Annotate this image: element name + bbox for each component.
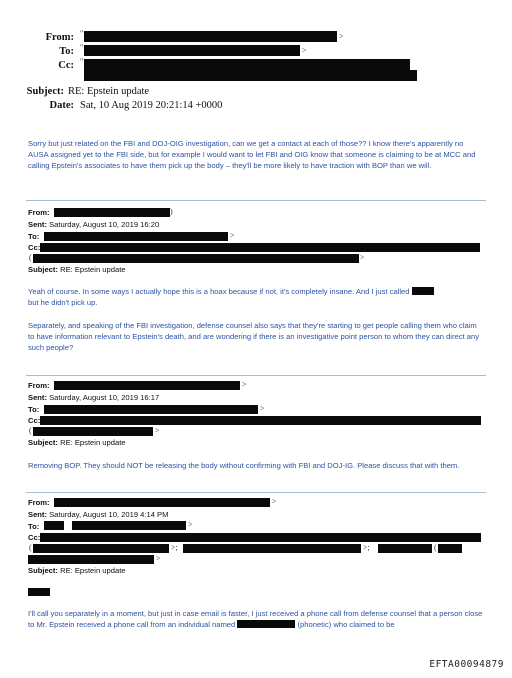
from-label: From: <box>28 208 50 217</box>
redacted-cc-line-2 <box>84 70 417 81</box>
from-label: From: <box>28 381 50 390</box>
to-label: To: <box>28 232 40 241</box>
paren-mark: ( <box>29 426 32 435</box>
to-label: To: <box>59 46 74 57</box>
subject-label: Subject: <box>26 86 64 97</box>
paragraph-text: Yeah of course. In some ways I actually hope this is a hoax because if not, it's completely insane. And I just called <box>28 287 410 296</box>
sent-label: Sent: <box>28 220 47 229</box>
paren-mark: ) <box>170 207 173 216</box>
angle-mark: > <box>230 231 235 240</box>
paragraph-text: (phonetic) who claimed to be <box>297 620 395 630</box>
redacted-to-address <box>72 521 186 530</box>
angle-mark: > <box>156 554 161 563</box>
redacted-to-name <box>44 521 64 530</box>
redacted-from <box>54 208 170 217</box>
redacted-to <box>44 405 258 414</box>
redacted-cc-line-1 <box>40 243 480 252</box>
paragraph-text: I'll call you separately in a moment, but just in case email is faster, I just received a phone call from defense counsel that a person close to Mr. Epstein received a phone call from an individual named <box>28 609 483 630</box>
quote-mark: " <box>80 29 84 38</box>
redacted-from <box>54 381 240 390</box>
angle-mark: > <box>272 497 277 506</box>
cc-label: Cc: <box>28 416 41 425</box>
angle-mark: >; <box>363 543 370 552</box>
paren-mark: ( <box>434 543 437 552</box>
cc-label: Cc: <box>58 60 74 71</box>
date-value: Sat, 10 Aug 2019 20:21:14 +0000 <box>80 100 223 111</box>
subject-value: RE: Epstein update <box>60 566 126 575</box>
redacted-cc-line-2 <box>33 427 153 436</box>
angle-mark: >; <box>171 543 178 552</box>
redacted-cc-line-2b <box>183 544 361 553</box>
subject-label: Subject: <box>28 566 58 575</box>
angle-mark: > <box>339 32 344 41</box>
paren-mark: ( <box>29 253 32 262</box>
date-label: Date: <box>49 100 74 111</box>
subject-label: Subject: <box>28 265 58 274</box>
redacted-cc-line-2d <box>438 544 462 553</box>
angle-mark: > <box>188 520 193 529</box>
paragraph-text: but he didn't pick up. <box>28 298 98 308</box>
subject-label: Subject: <box>28 438 58 447</box>
redacted-to <box>84 45 300 56</box>
intro-paragraph: Sorry but just related on the FBI and DOJ-OIG investigation, can we get a contact at each of those?? I know there's apparently no AUSA assigned yet to the FBI side, but for example I would want to let FBI and OIG know that someone is claiming to be at MCC and calling Epstein's associates to have them pick up the body – they'll be more likely to have traction with BOP than we will. <box>28 139 476 171</box>
redacted-to <box>44 232 228 241</box>
separator-rule <box>26 492 486 493</box>
redacted-cc-line-1 <box>84 59 410 70</box>
redacted-cc-line-1 <box>40 533 481 542</box>
redacted-name <box>237 620 295 628</box>
quote-mark: " <box>80 43 84 52</box>
to-label: To: <box>28 405 40 414</box>
redacted-cc-line-2a <box>33 544 169 553</box>
redacted-cc-line-1 <box>40 416 481 425</box>
from-label: From: <box>28 498 50 507</box>
redacted-name <box>412 287 434 295</box>
redacted-cc-line-2c <box>378 544 432 553</box>
angle-mark: > <box>302 46 307 55</box>
paren-mark: ( <box>29 543 32 552</box>
redacted-cc-line-2 <box>33 254 359 263</box>
subject-value: RE: Epstein update <box>60 438 126 447</box>
redacted-greeting <box>28 588 50 596</box>
to-label: To: <box>28 522 40 531</box>
sent-value: Saturday, August 10, 2019 16:17 <box>49 393 160 402</box>
cc-label: Cc: <box>28 533 41 542</box>
angle-mark: > <box>260 404 265 413</box>
message-paragraph: Removing BOP. They should NOT be releasing the body without confirming with FBI and DOJ-IG. Please discuss that with them. <box>28 461 460 470</box>
redacted-from <box>84 31 337 42</box>
separator-rule <box>26 200 486 201</box>
sent-label: Sent: <box>28 510 47 519</box>
bates-number: EFTA00094879 <box>429 659 504 670</box>
redacted-from <box>54 498 270 507</box>
subject-value: RE: Epstein update <box>68 86 150 97</box>
redacted-cc-line-3 <box>28 555 154 564</box>
subject-value: RE: Epstein update <box>60 265 126 274</box>
separator-rule <box>26 375 486 376</box>
sent-label: Sent: <box>28 393 47 402</box>
from-label: From: <box>45 32 74 43</box>
sent-value: Saturday, August 10, 2019 16:20 <box>49 220 160 229</box>
angle-mark: > <box>242 380 247 389</box>
sent-value: Saturday, August 10, 2019 4:14 PM <box>49 510 169 519</box>
message-paragraph <box>28 286 483 308</box>
cc-label: Cc: <box>28 243 41 252</box>
quote-mark: " <box>80 57 84 66</box>
message-paragraph <box>28 608 483 630</box>
angle-mark: > <box>360 253 365 262</box>
message-paragraph: Separately, and speaking of the FBI investigation, defense counsel also says that they're starting to get people calling them who claim to have information relevant to Epstein's death, and are wondering if there is an investigative point person to whom they can direct any such people? <box>28 321 480 353</box>
angle-mark: > <box>155 426 160 435</box>
